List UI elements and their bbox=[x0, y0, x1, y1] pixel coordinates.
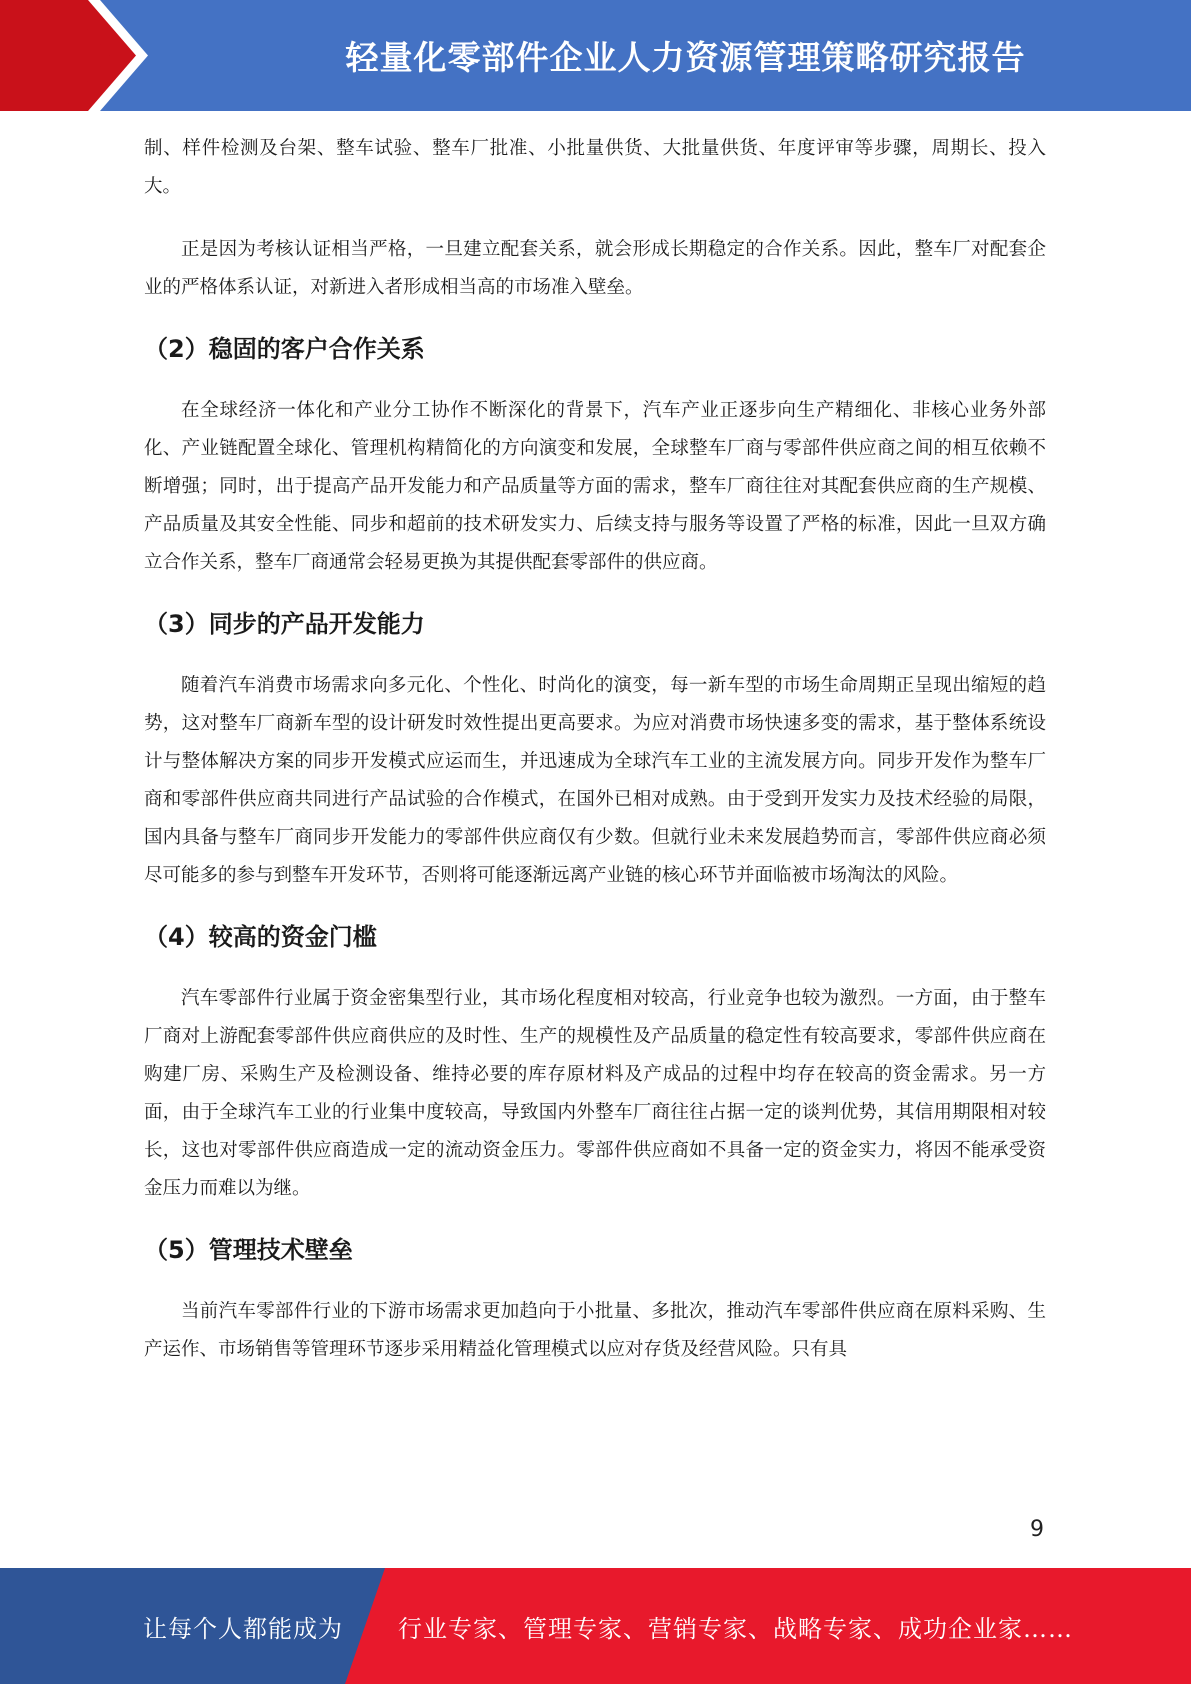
footer-slogan-left: 让每个人都能成为 bbox=[143, 1614, 343, 1643]
section-heading-management-barrier: （5）管理技术壁垒 bbox=[144, 1236, 353, 1264]
paragraph-customer-relationship: 在全球经济一体化和产业分工协作不断深化的背景下，汽车产业正逐步向生产精细化、非核心业务外部化、产业链配置全球化、管理机构精简化的方向演变和发展，全球整车厂商与零部件供应商之间的相互依赖不断增强；同时，出于提高产品开发能力和产品质量等方面的需求，整车厂商往往对其配套供应商的生产规模、产品质量及其安全性能、同步和超前的技术研发实力、后续支持与服务等设置了严格的标准，因此一旦双方确立合作关系，整车厂商通常会轻易更换为其提供配套零部件的供应商。 bbox=[144, 400, 1046, 573]
section-heading-customer-relationship: （2）稳固的客户合作关系 bbox=[144, 335, 425, 363]
paragraph-certification: 正是因为考核认证相当严格，一旦建立配套关系，就会形成长期稳定的合作关系。因此，整车厂对配套企业的严格体系认证，对新进入者形成相当高的市场准入壁垒。 bbox=[144, 239, 1046, 298]
page-number: 9 bbox=[1030, 1517, 1044, 1542]
report-title: 轻量化零部件企业人力资源管理策略研究报告 bbox=[345, 38, 1026, 77]
section-heading-product-development: （3）同步的产品开发能力 bbox=[144, 610, 425, 638]
paragraph-management-barrier: 当前汽车零部件行业的下游市场需求更加趋向于小批量、多批次，推动汽车零部件供应商在原料采购、生产运作、市场销售等管理环节逐步采用精益化管理模式以应对存货及经营风险。只有具 bbox=[144, 1301, 1046, 1360]
paragraph-capital-threshold: 汽车零部件行业属于资金密集型行业，其市场化程度相对较高，行业竞争也较为激烈。一方面，由于整车厂商对上游配套零部件供应商供应的及时性、生产的规模性及产品质量的稳定性有较高要求，零部件供应商在购建厂房、采购生产及检测设备、维持必要的库存原材料及产成品的过程中均存在较高的资金需求。另一方面，由于全球汽车工业的行业集中度较高，导致国内外整车厂商往往占据一定的谈判优势，其信用期限相对较长，这也对零部件供应商造成一定的流动资金压力。零部件供应商如不具备一定的资金实力，将因不能承受资金压力而难以为继。 bbox=[144, 988, 1046, 1199]
footer-slogan-right: 行业专家、管理专家、营销专家、战略专家、成功企业家…… bbox=[398, 1614, 1073, 1643]
page-header bbox=[0, 0, 1191, 111]
header-arrow-decoration bbox=[0, 0, 200, 111]
section-heading-capital-threshold: （4）较高的资金门槛 bbox=[144, 923, 377, 951]
paragraph-continued: 制、样件检测及台架、整车试验、整车厂批准、小批量供货、大批量供货、年度评审等步骤，周期长、投入大。 bbox=[144, 138, 1046, 197]
document-body bbox=[144, 130, 1046, 1394]
paragraph-product-development: 随着汽车消费市场需求向多元化、个性化、时尚化的演变，每一新车型的市场生命周期正呈现出缩短的趋势，这对整车厂商新车型的设计研发时效性提出更高要求。为应对消费市场快速多变的需求，基于整体系统设计与整体解决方案的同步开发模式应运而生，并迅速成为全球汽车工业的主流发展方向。同步开发作为整车厂商和零部件供应商共同进行产品试验的合作模式，在国外已相对成熟。由于受到开发实力及技术经验的局限，国内具备与整车厂商同步开发能力的零部件供应商仅有少数。但就行业未来发展趋势而言，零部件供应商必须尽可能多的参与到整车开发环节，否则将可能逐渐远离产业链的核心环节并面临被市场淘汰的风险。 bbox=[144, 675, 1046, 886]
page-footer bbox=[0, 1568, 1191, 1684]
